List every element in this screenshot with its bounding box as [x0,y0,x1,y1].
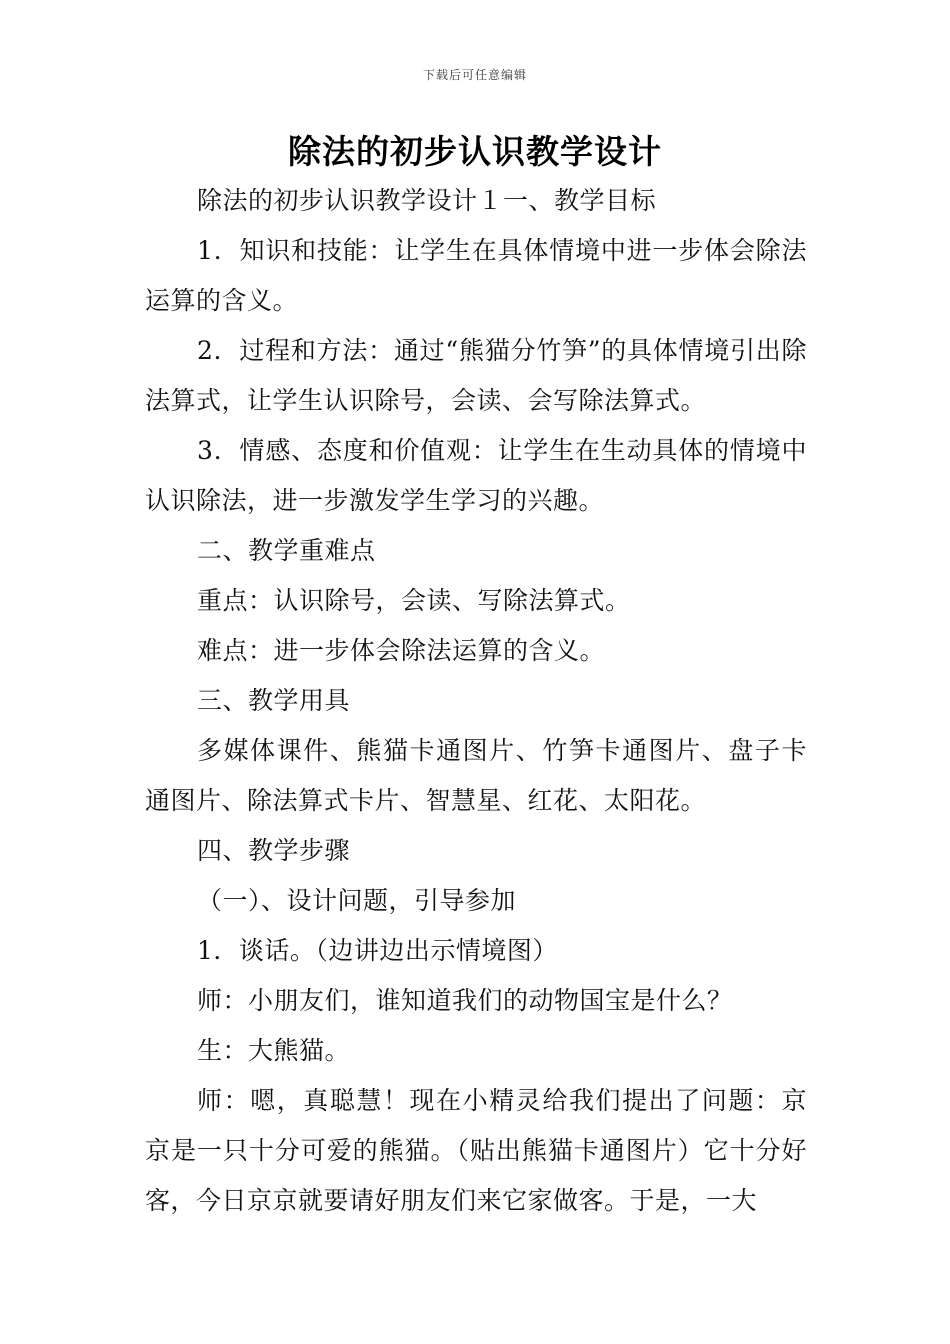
paragraph-talk: 1．谈话。（边讲边出示情境图） [197,936,558,965]
paragraph-intro: 除法的初步认识教学设计１一、教学目标 [197,186,657,215]
header-note: 下载后可任意编辑 [422,68,527,82]
paragraph-difficult-point: 难点：进一步体会除法运算的含义。 [197,636,606,665]
subsection-heading-step-1: （一）、设计问题，引导参加 [197,886,517,915]
paragraph-goal-3: 3．情感、态度和价值观：让学生在生动具体的情境中认识除法，进一步激发学生学习的兴趣。 [145,436,807,515]
document-body [145,176,807,1226]
section-heading-key-points: 二、教学重难点 [197,536,376,565]
paragraph-goal-2: 2．过程和方法：通过“熊猫分竹笋”的具体情境引出除法算式，让学生认识除号，会读、会写除法算式。 [145,336,807,415]
dialogue-teacher-1: 师：小朋友们，谁知道我们的动物国宝是什么？ [197,986,733,1015]
dialogue-teacher-2: 师：嗯，真聪慧！现在小精灵给我们提出了问题：京京是一只十分可爱的熊猫。（贴出熊猫卡通图片）它十分好客，今日京京就要请好朋友们来它家做客。于是，一大 [145,1086,807,1215]
dialogue-student-1: 生：大熊猫。 [197,1036,351,1065]
section-heading-tools: 三、教学用具 [197,686,351,715]
paragraph-tools: 多媒体课件、熊猫卡通图片、竹笋卡通图片、盘子卡通图片、除法算式卡片、智慧星、红花、太阳花。 [145,736,807,815]
document-title: 除法的初步认识教学设计 [288,132,662,171]
paragraph-key-point: 重点：认识除号，会读、写除法算式。 [197,586,631,615]
section-heading-steps: 四、教学步骤 [197,836,351,865]
paragraph-goal-1: 1．知识和技能：让学生在具体情境中进一步体会除法运算的含义。 [145,236,807,315]
